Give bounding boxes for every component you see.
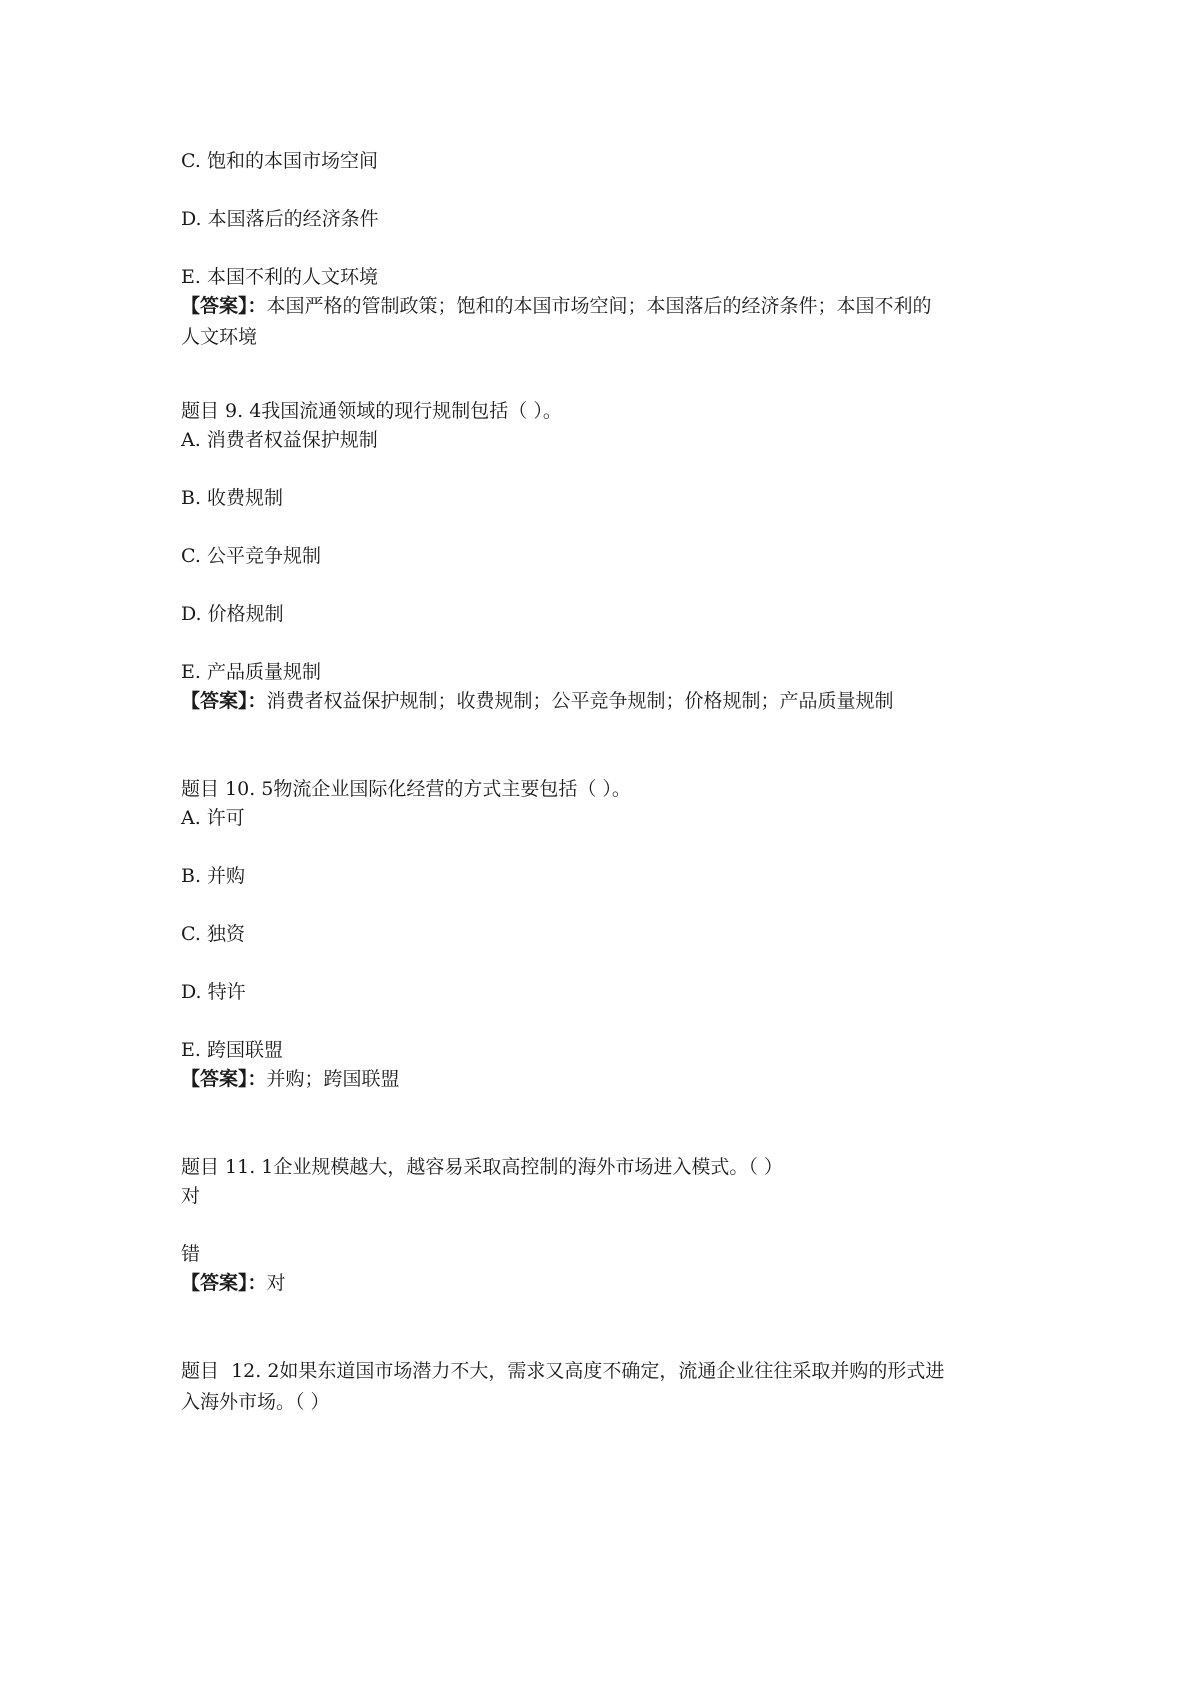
answer-label: 【答案】： <box>181 1068 267 1090</box>
option-c <box>181 919 1021 950</box>
option-b <box>181 861 1021 892</box>
option-a <box>181 425 1021 456</box>
answer-text: 并购；跨国联盟 <box>266 1068 400 1090</box>
option-text: A. 消费者权益保护规制 <box>181 429 378 451</box>
option-text: 错 <box>181 1243 201 1265</box>
option-text: D. 价格规制 <box>181 603 284 625</box>
option-e <box>181 657 1021 688</box>
option-b <box>181 483 1021 514</box>
option-d <box>181 599 1021 630</box>
option-c <box>181 541 1021 572</box>
answer-text: 对 <box>266 1272 286 1294</box>
option-text: A. 许可 <box>181 807 245 829</box>
option-e <box>181 1035 1021 1066</box>
question-text: 题目 10. 5物流企业国际化经营的方式主要包括（ ）。 <box>181 778 631 800</box>
option-text: B. 并购 <box>181 865 246 887</box>
question-stem <box>181 1152 1021 1183</box>
option-text: 对 <box>181 1185 201 1207</box>
option-text: B. 收费规制 <box>181 487 284 509</box>
option-text: E. 跨国联盟 <box>181 1039 283 1061</box>
answer-label: 【答案】： <box>181 690 267 712</box>
option-text: D. 本国落后的经济条件 <box>181 208 379 230</box>
question-stem <box>181 1356 1021 1418</box>
question-text: 题目 9. 4我国流通领域的现行规制包括（ ）。 <box>181 400 562 422</box>
answer-line <box>181 1064 1021 1095</box>
question-stem <box>181 774 1021 805</box>
answer-block <box>181 291 1021 353</box>
answer-line <box>181 291 1021 322</box>
question-text-continued: 入海外市场。（ ） <box>181 1391 330 1413</box>
option-text: C. 公平竞争规制 <box>181 545 321 567</box>
answer-text-continued: 人文环境 <box>181 326 258 348</box>
question-text: 题目 11. 1企业规模越大，越容易采取高控制的海外市场进入模式。（ ） <box>181 1156 783 1178</box>
answer-label: 【答案】： <box>181 1272 267 1294</box>
option-false <box>181 1239 1021 1270</box>
question-stem <box>181 396 1021 427</box>
option-text: E. 本国不利的人文环境 <box>181 266 378 288</box>
question-text: 题目 12. 2如果东道国市场潜力不大，需求又高度不确定，流通企业往往采取并购的形式进 <box>181 1360 945 1382</box>
answer-block <box>181 1064 1021 1095</box>
option-e <box>181 262 1021 293</box>
answer-block <box>181 1268 1021 1299</box>
answer-text: 本国严格的管制政策；饱和的本国市场空间；本国落后的经济条件；本国不利的 <box>266 295 932 317</box>
answer-label: 【答案】： <box>181 295 267 317</box>
option-a <box>181 803 1021 834</box>
option-text: D. 特许 <box>181 981 246 1003</box>
option-c <box>181 146 1021 177</box>
option-text: C. 饱和的本国市场空间 <box>181 150 378 172</box>
option-text: E. 产品质量规制 <box>181 661 321 683</box>
option-true <box>181 1181 1021 1212</box>
option-d <box>181 204 1021 235</box>
answer-block <box>181 686 1021 717</box>
answer-line <box>181 686 1021 717</box>
option-d <box>181 977 1021 1008</box>
answer-text: 消费者权益保护规制；收费规制；公平竞争规制；价格规制；产品质量规制 <box>266 690 894 712</box>
option-text: C. 独资 <box>181 923 245 945</box>
answer-line <box>181 1268 1021 1299</box>
